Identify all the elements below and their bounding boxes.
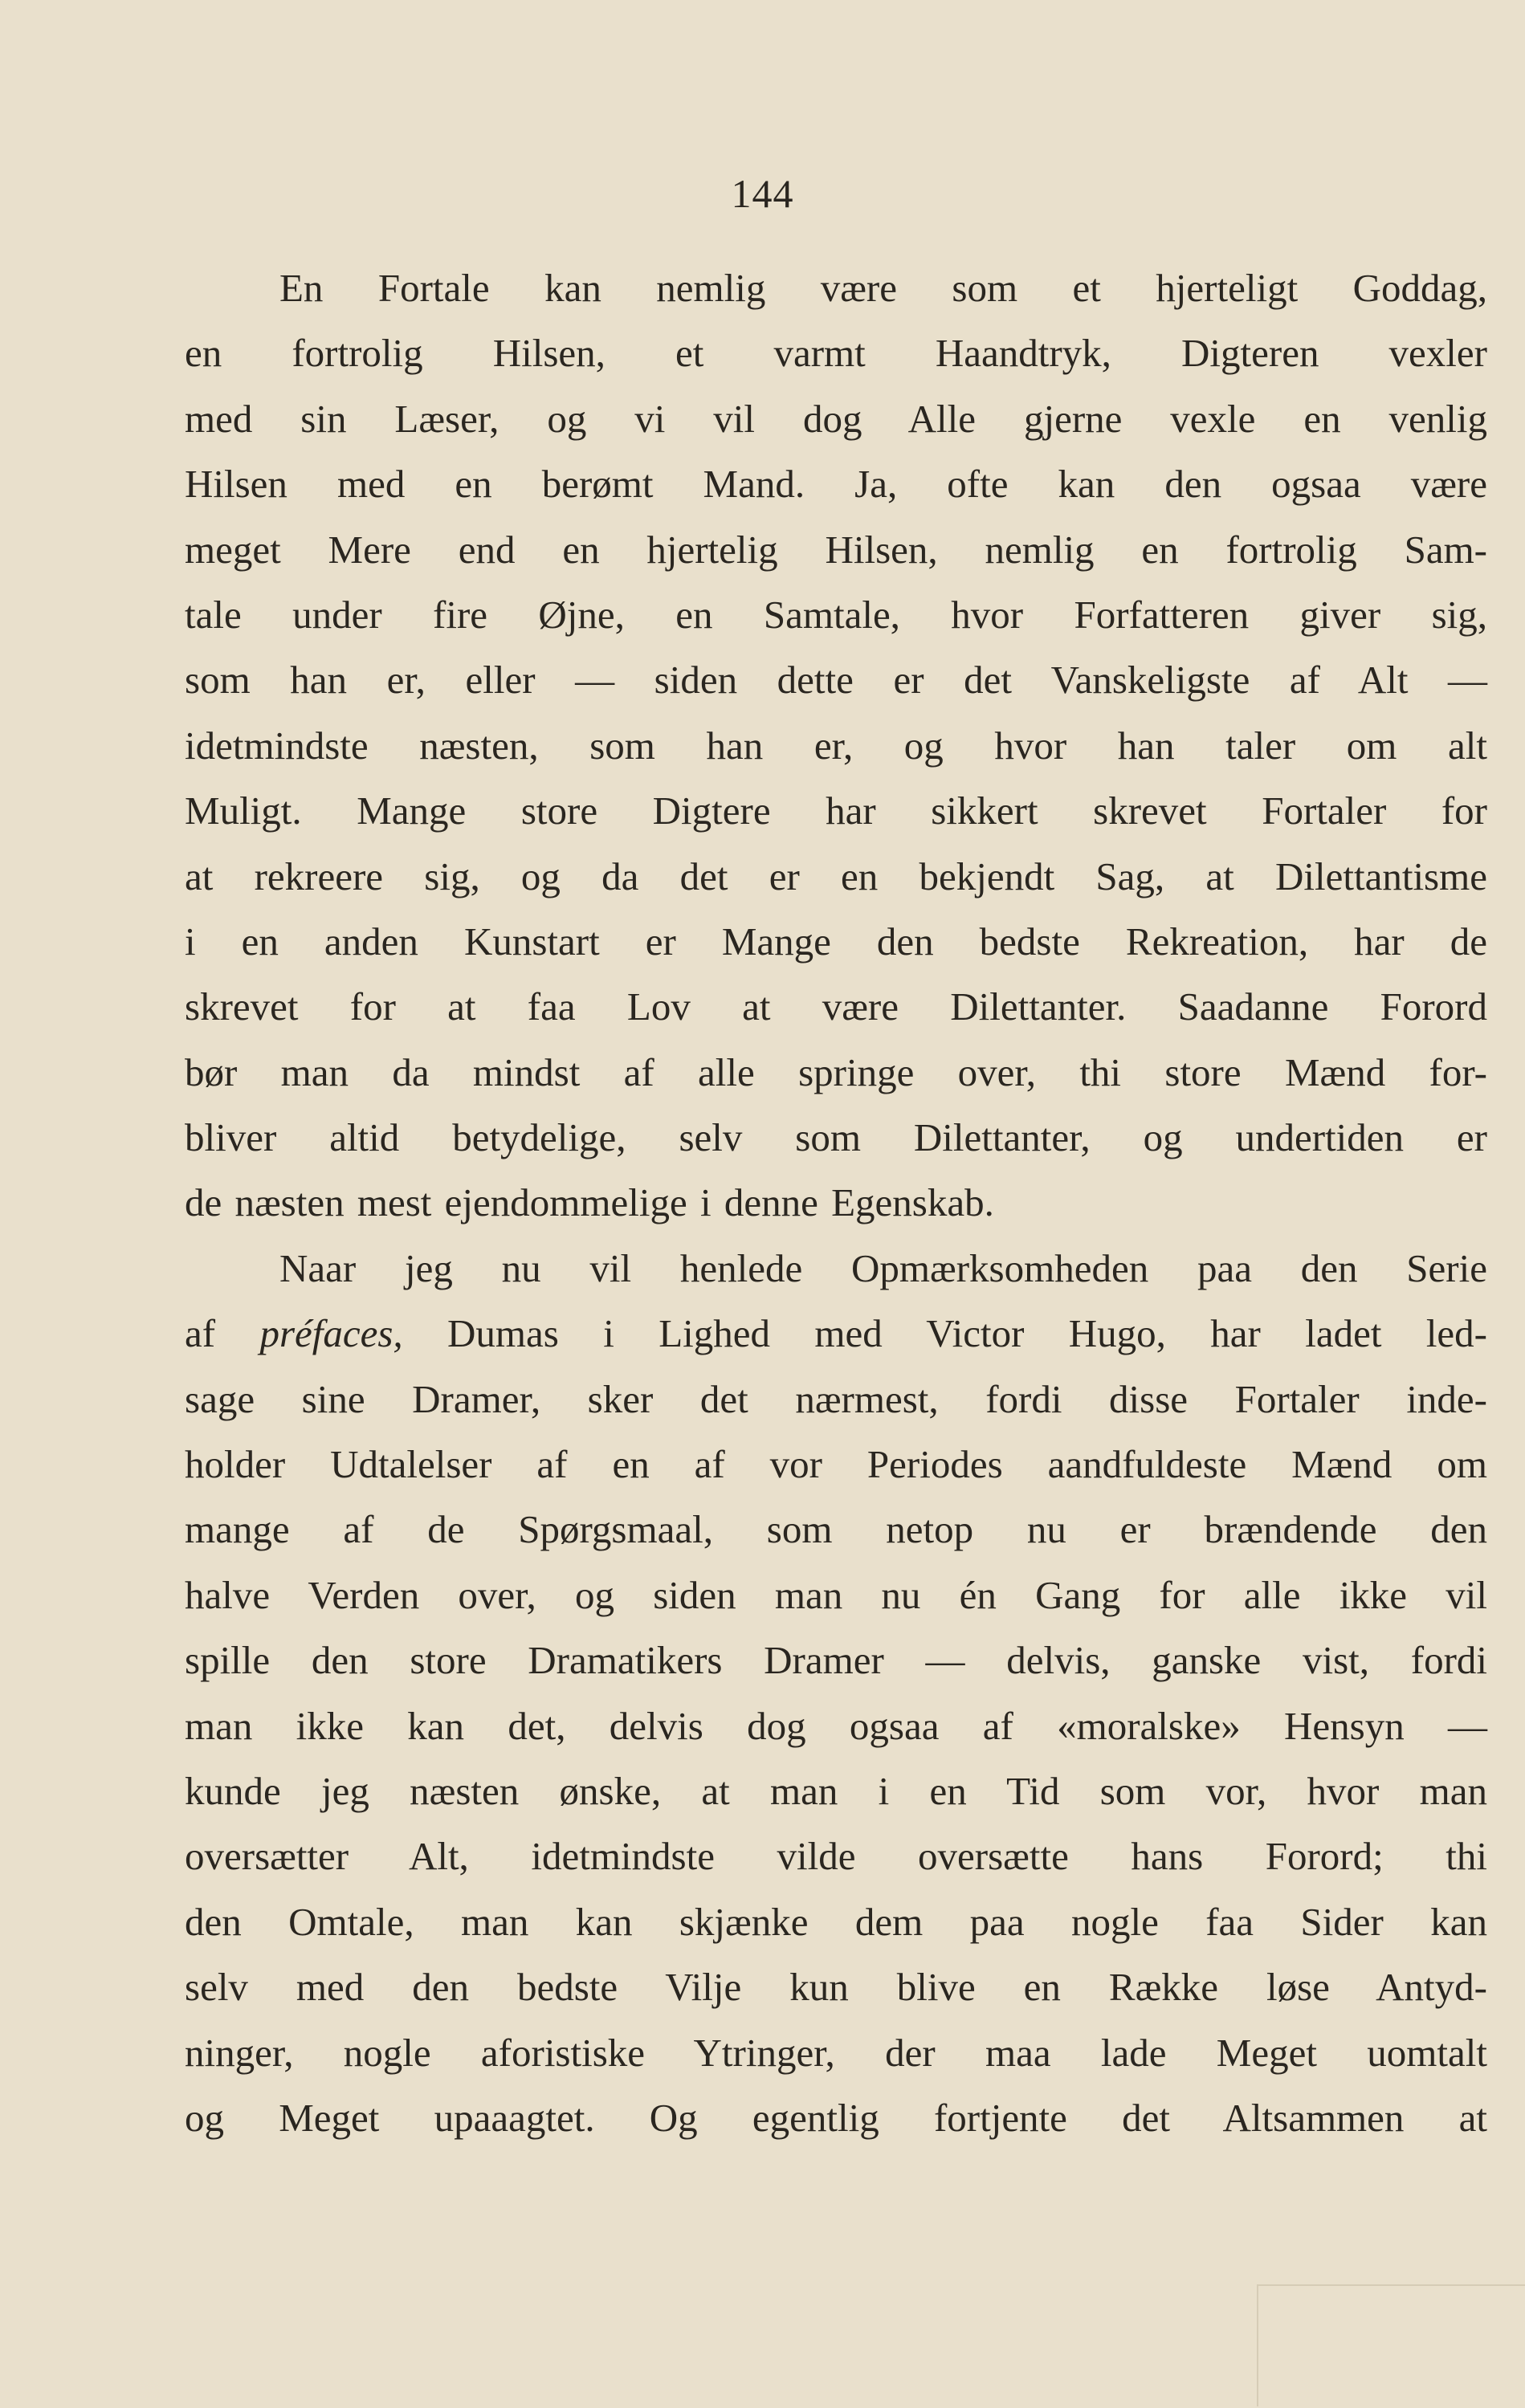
text-line: spille den store Dramatikers Dramer — delvis, ganske vist, fordi [185,1638,1487,1683]
text-line: og Meget upaaagtet. Og egentlig fortjente det Altsammen at [185,2095,1487,2140]
text-line: man ikke kan det, delvis dog ogsaa af «moralske» Hensyn — [185,1703,1487,1748]
text-line: i en anden Kunstart er Mange den bedste Rekreation, har de [185,919,1487,964]
text-line: skrevet for at faa Lov at være Dilettanter. Saadanne Forord [185,984,1487,1029]
text-line: den Omtale, man kan skjænke dem paa nogle faa Sider kan [185,1899,1487,1944]
italic-word: préfaces, [259,1311,403,1356]
text-line: som han er, eller — siden dette er det Vanskeligste af Alt — [185,658,1487,703]
text-line: kunde jeg næsten ønske, at man i en Tid som vor, hvor man [185,1768,1487,1813]
text-line: holder Udtalelser af en af vor Periodes aandfuldeste Mænd om [185,1442,1487,1487]
text-line: oversætter Alt, idetmindste vilde oversætte hans Forord; thi [185,1834,1487,1879]
text-span: Dumas i Lighed med Victor Hugo, har ladet led- [402,1311,1487,1356]
text-line: meget Mere end en hjertelig Hilsen, nemlig en fortrolig Sam- [185,527,1487,572]
text-line: idetmindste næsten, som han er, og hvor han taler om alt [185,723,1487,768]
text-line: mange af de Spørgsmaal, som netop nu er brændende den [185,1507,1487,1552]
text-line: En Fortale kan nemlig være som et hjerteligt Goddag, [279,266,1487,310]
page-number: 144 [731,171,794,216]
body-text [185,255,1487,2150]
page-edge-mark [1257,2284,1525,2406]
text-line: Muligt. Mange store Digtere har sikkert skrevet Fortaler for [185,788,1487,833]
text-line: bør man da mindst af alle springe over, thi store Mænd for- [185,1049,1487,1094]
text-line: en fortrolig Hilsen, et varmt Haandtryk, Digteren vexler [185,331,1487,376]
text-line: Hilsen med en berømt Mand. Ja, ofte kan den ogsaa være [185,462,1487,507]
text-line: med sin Læser, og vi vil dog Alle gjerne vexle en venlig [185,396,1487,441]
text-line: selv med den bedste Vilje kun blive en Række løse Antyd- [185,1965,1487,2010]
text-line: at rekreere sig, og da det er en bekjendt Sag, at Dilettantisme [185,854,1487,898]
text-line [185,1301,1487,1366]
text-line: Naar jeg nu vil henlede Opmærksomheden paa den Serie [279,1245,1487,1290]
text-line: tale under fire Øjne, en Samtale, hvor Forfatteren giver sig, [185,592,1487,637]
text-line: bliver altid betydelige, selv som Dilettanter, og undertiden er [185,1115,1487,1160]
text-line: ninger, nogle aforistiske Ytringer, der maa lade Meget uomtalt [185,2030,1487,2075]
text-line: halve Verden over, og siden man nu én Gang for alle ikke vil [185,1572,1487,1617]
text-span: af [185,1311,260,1356]
text-line: sage sine Dramer, sker det nærmest, fordi disse Fortaler inde- [185,1376,1487,1421]
text-line: de næsten mest ejendommelige i denne Egenskab. [185,1180,994,1225]
